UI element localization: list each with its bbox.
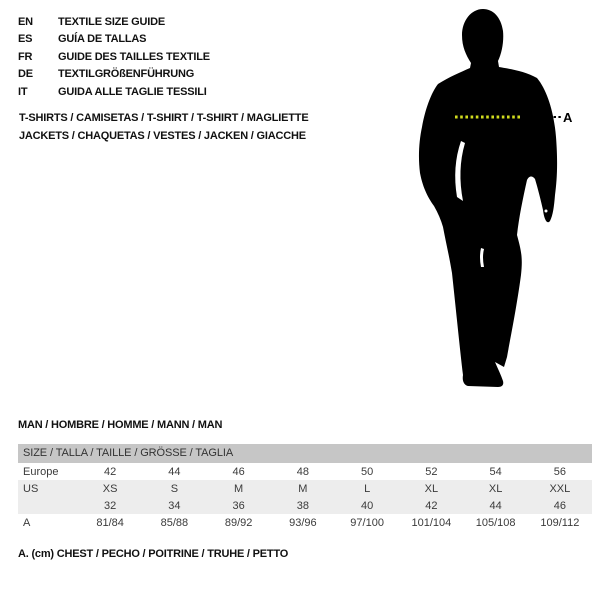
table-cell: 52 [425, 465, 438, 478]
language-code: EN [18, 15, 33, 28]
table-cell: 89/92 [224, 516, 253, 529]
language-row-es [18, 31, 210, 49]
table-cell: 93/96 [289, 516, 317, 529]
language-code: ES [18, 33, 33, 46]
size-table-header: SIZE / TALLA / TAILLE / GRÖSSE / TAGLIA [18, 444, 592, 463]
table-cell: 42 [104, 465, 117, 478]
product-category-line: JACKETS / CHAQUETAS / VESTES / JACKEN / GIACCHE [19, 130, 306, 142]
table-cell: XL [488, 482, 503, 495]
language-guide-title: GUIDA ALLE TAGLIE TESSILI [58, 85, 207, 98]
table-cell: 34 [168, 499, 181, 512]
table-cell: 54 [489, 465, 502, 478]
language-row-en [18, 13, 210, 31]
table-cell: 46 [232, 465, 245, 478]
table-cell: M [234, 482, 244, 495]
table-cell: 109/112 [540, 516, 580, 529]
hand-highlight [545, 210, 548, 213]
table-cell: L [364, 482, 371, 495]
table-cell: XS [102, 482, 118, 495]
language-code: DE [18, 68, 33, 81]
table-row-label: Europe [23, 465, 59, 478]
table-cell: 81/84 [96, 516, 124, 529]
table-cell: 46 [553, 499, 566, 512]
language-guide-title: GUIDE DES TAILLES TEXTILE [58, 50, 210, 63]
table-row [18, 463, 592, 480]
measurement-label-a: A [563, 110, 573, 125]
table-row [18, 480, 592, 497]
table-cell: 97/100 [350, 516, 384, 529]
table-cell: 101/104 [411, 516, 452, 529]
size-table [18, 444, 592, 531]
man-silhouette [419, 9, 557, 387]
measurement-footnote: A. (cm) CHEST / PECHO / POITRINE / TRUHE / PETTO [18, 548, 289, 560]
language-code: FR [18, 50, 33, 63]
table-cell: XL [424, 482, 439, 495]
table-cell: 38 [296, 499, 309, 512]
language-code: IT [18, 85, 28, 98]
product-category-line: T-SHIRTS / CAMISETAS / T-SHIRT / T-SHIRT / MAGLIETTE [19, 112, 309, 124]
language-row-de [18, 66, 210, 84]
table-cell: XXL [549, 482, 571, 495]
table-cell: 56 [553, 465, 566, 478]
table-row [18, 514, 592, 531]
language-guide-list [18, 13, 210, 101]
section-title-man: MAN / HOMBRE / HOMME / MANN / MAN [18, 419, 223, 431]
table-cell: 105/108 [475, 516, 516, 529]
table-cell: S [170, 482, 179, 495]
language-guide-title: GUÍA DE TALLAS [58, 33, 147, 46]
size-table-rows [18, 463, 592, 531]
product-category-lines [19, 109, 308, 145]
table-row-label: US [23, 482, 39, 495]
table-cell: 44 [489, 499, 502, 512]
language-row-fr [18, 48, 210, 66]
table-cell: 85/88 [160, 516, 189, 529]
table-cell: 32 [104, 499, 117, 512]
table-cell: 36 [232, 499, 245, 512]
table-row-label: A [23, 516, 31, 529]
table-cell: 42 [425, 499, 438, 512]
table-row [18, 497, 592, 514]
man-silhouette-figure [405, 5, 600, 395]
table-cell: 50 [361, 465, 374, 478]
table-cell: 40 [361, 499, 374, 512]
language-guide-title: TEXTILE SIZE GUIDE [58, 15, 166, 28]
table-cell: 44 [168, 465, 181, 478]
language-guide-title: TEXTILGRÖßENFÜHRUNG [58, 68, 195, 81]
table-cell: M [298, 482, 308, 495]
language-row-it [18, 83, 210, 101]
table-cell: 48 [296, 465, 309, 478]
